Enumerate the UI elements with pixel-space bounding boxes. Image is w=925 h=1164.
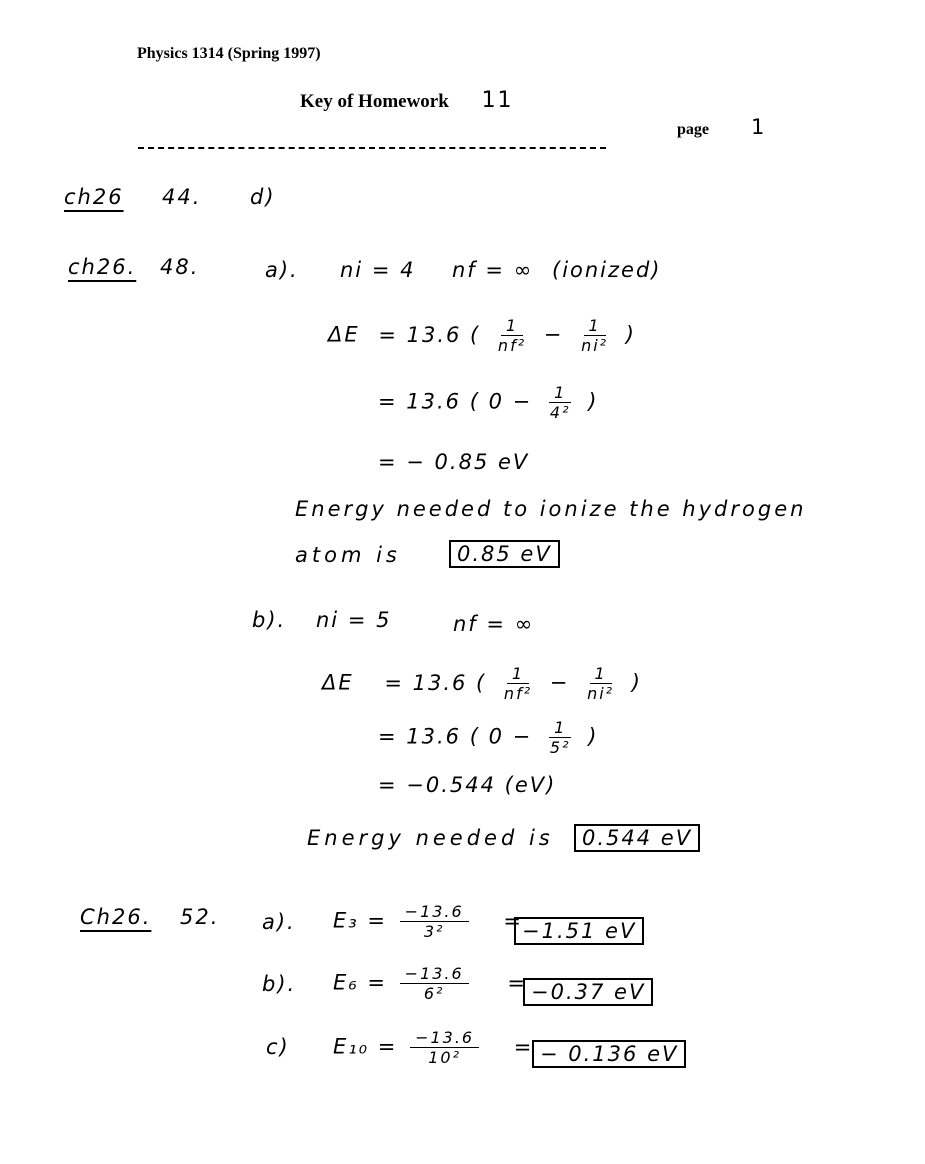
frac-numerator: −13.6 — [400, 964, 469, 984]
p52c-equals: = — [513, 1034, 534, 1059]
p48b-close2: ) — [588, 724, 599, 749]
frac-numerator: 1 — [549, 383, 571, 403]
p52b-equals: = — [507, 970, 527, 995]
p48a-eq1-pre: = 13.6 ( — [378, 322, 481, 347]
p48a-ni: ni = 4 — [340, 258, 416, 282]
p48b-eq1-pre: = 13.6 ( — [384, 670, 487, 695]
p52b-eq — [333, 964, 527, 1003]
frac-numerator: 1 — [584, 316, 606, 336]
page-indicator — [677, 115, 766, 139]
p52a-frac — [400, 902, 469, 941]
page-label: page — [677, 121, 709, 138]
p48b-frac-ni — [582, 664, 619, 703]
p52c-eq — [333, 1028, 533, 1067]
p44-answer: d) — [250, 185, 276, 209]
p48b-frac-nf — [499, 664, 537, 703]
p48b-nf: nf = ∞ — [453, 612, 535, 636]
p48a-close2: ) — [588, 389, 599, 414]
frac-denominator: nf² — [497, 336, 527, 356]
p52a-eq — [333, 902, 523, 941]
p48a-note: (ionized) — [552, 258, 662, 282]
frac-denominator: ni² — [587, 684, 615, 704]
p48-chapter: ch26. — [68, 255, 137, 279]
frac-denominator: ni² — [581, 336, 609, 356]
page-number: 1 — [751, 115, 767, 139]
p48a-sentence2: atom is — [295, 543, 401, 567]
header-divider — [138, 147, 606, 149]
frac-numerator: 1 — [507, 664, 529, 684]
p48a-close: ) — [625, 322, 636, 347]
title-text: Key of Homework — [300, 91, 449, 112]
p52b-label: b). — [262, 972, 297, 996]
p52c-label: c) — [266, 1035, 290, 1059]
p48a-label: a). — [265, 258, 299, 282]
frac-numerator: −13.6 — [410, 1028, 479, 1048]
p48b-label: b). — [252, 608, 287, 632]
frac-numerator: 1 — [590, 664, 612, 684]
p48b-eq3: = −0.544 (eV) — [378, 773, 557, 797]
p52a-label: a). — [262, 910, 296, 934]
frac-denominator: 6² — [423, 984, 445, 1004]
p52a-answer-box: −1.51 eV — [514, 917, 644, 945]
p48b-eq2-pre: = 13.6 ( 0 − — [378, 724, 533, 749]
p52c-lhs: E₁₀ = — [333, 1034, 398, 1059]
p48a-nf: nf = ∞ — [452, 258, 534, 282]
p44-chapter: ch26 — [64, 185, 124, 209]
p48b-close: ) — [631, 670, 642, 695]
homework-number: 11 — [481, 88, 514, 113]
p48a-eq2-pre: = 13.6 ( 0 − — [378, 389, 533, 414]
p48b-answer-box: 0.544 eV — [574, 824, 700, 852]
p44-number: 44. — [162, 185, 202, 209]
p48a-frac-ni — [576, 316, 613, 355]
frac-denominator: 4² — [549, 403, 571, 423]
p48a-eq2 — [378, 383, 598, 422]
p52b-lhs: E₆ = — [333, 970, 387, 995]
p48a-sentence1: Energy needed to ionize the hydrogen — [295, 497, 807, 521]
p52c-frac — [410, 1028, 479, 1067]
p52-number: 52. — [180, 905, 220, 929]
course-title: Physics 1314 (Spring 1997) — [137, 45, 321, 62]
p52a-lhs: E₃ = — [333, 908, 387, 933]
p48a-delta-e: ΔE — [328, 322, 360, 347]
frac-denominator: nf² — [503, 684, 533, 704]
frac-numerator: 1 — [549, 718, 571, 738]
p48a-eq1 — [328, 316, 636, 355]
p48-number: 48. — [160, 255, 200, 279]
p48b-eq2 — [378, 718, 598, 757]
p48a-frac-nf — [493, 316, 531, 355]
p48b-minus: − — [549, 670, 570, 695]
frac-numerator: −13.6 — [400, 902, 469, 922]
p48a-eq3: = − 0.85 eV — [378, 450, 530, 474]
page-title — [300, 88, 514, 113]
p48a-minus: − — [543, 322, 564, 347]
frac-denominator: 5² — [549, 738, 571, 758]
p52a-equals: = — [503, 908, 523, 933]
p48b-ni: ni = 5 — [316, 608, 392, 632]
p48b-sentence: Energy needed is — [307, 826, 554, 850]
p52c-answer-box: − 0.136 eV — [532, 1040, 686, 1068]
p52b-answer-box: −0.37 eV — [523, 978, 653, 1006]
frac-numerator: 1 — [501, 316, 523, 336]
p52b-frac — [400, 964, 469, 1003]
p48b-frac-five — [545, 718, 576, 757]
p52-chapter: Ch26. — [80, 905, 152, 929]
p48b-eq1 — [322, 664, 642, 703]
frac-denominator: 3² — [423, 922, 445, 942]
frac-denominator: 10² — [428, 1048, 461, 1068]
p48b-delta-e: ΔE — [322, 670, 354, 695]
p48a-answer-box: 0.85 eV — [449, 540, 560, 568]
p48a-frac-four — [545, 383, 576, 422]
